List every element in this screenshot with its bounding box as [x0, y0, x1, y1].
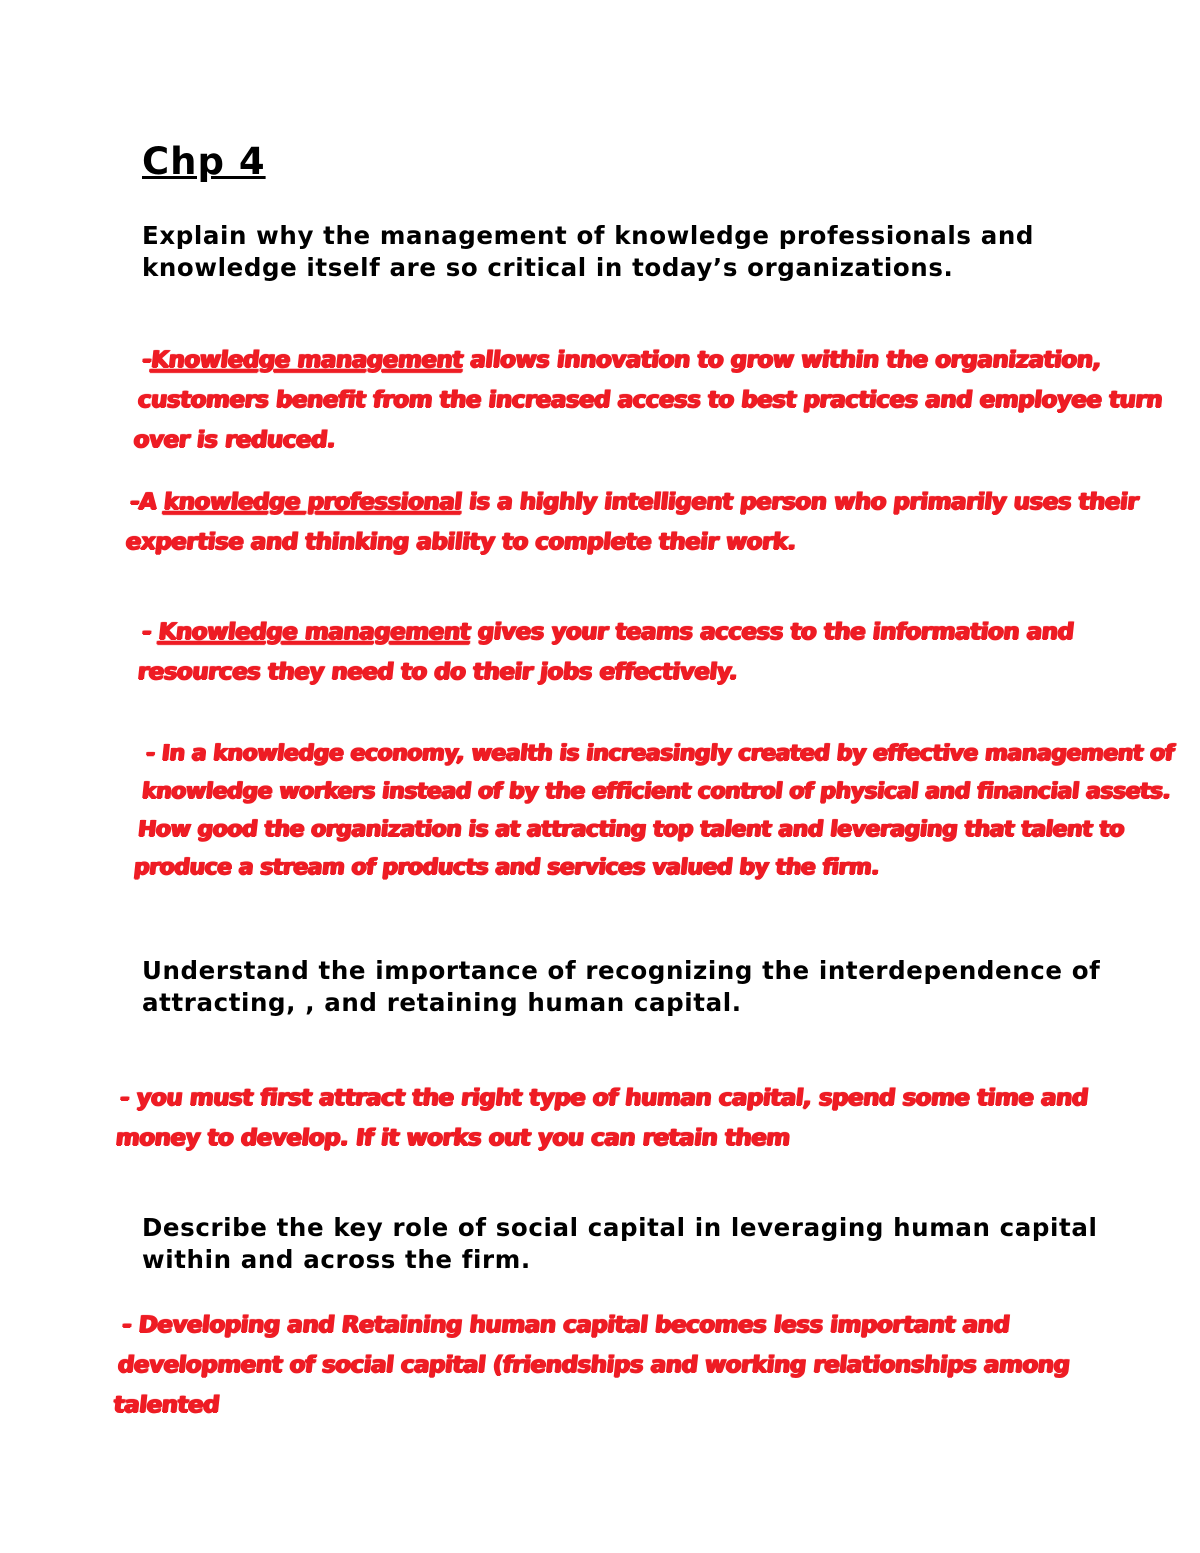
handwritten-answer-4: - In a knowledge economy, wealth is increasingly created by effective management of knowledge workers instead of by the efficient control of physical and financial assets. How good the organization is at attracting top talent and leveraging that talent to produce a stream of products and services valued by the firm. [132, 741, 1176, 880]
answer-term: knowledge professional [162, 489, 464, 515]
answer-text: is a highly intelligent person who primarily uses their expertise and thinking ability to complete their work. [124, 489, 1140, 555]
answer-text: allows innovation to grow within the organization, customers benefit from the increased access to best practices and employee turn over is reduced. [132, 347, 1164, 453]
chapter-title: Chp 4 [142, 140, 266, 183]
handwritten-answer-1 [132, 340, 1185, 460]
question-1: Explain why the management of knowledge professionals and knowledge itself are so critical in today’s organizations. [142, 221, 1035, 282]
question-3: Describe the key role of social capital in leveraging human capital within and across the firm. [142, 1213, 1098, 1274]
answer-prefix: - [140, 619, 161, 645]
answer-term: Knowledge management [149, 347, 465, 373]
answer-term: Knowledge management [157, 619, 472, 645]
handwritten-answer-6: - Developing and Retaining human capital becomes less important and development of social capital (friendships and working relationships among talented [112, 1312, 1071, 1418]
handwritten-answer-5: - you must first attract the right type of human capital, spend some time and money to develop. If it works out you can retain them [114, 1085, 1090, 1151]
question-2: Understand the importance of recognizing the interdependence of attracting, , and retaining human capital. [142, 956, 1101, 1017]
answer-prefix: - [140, 347, 153, 373]
handwritten-answer-3 [136, 612, 1184, 692]
handwritten-answer-2 [124, 482, 1172, 562]
answer-prefix: -A [128, 489, 166, 515]
answer-text: gives your teams access to the information and resources they need to do their jobs effectively. [136, 619, 1075, 685]
